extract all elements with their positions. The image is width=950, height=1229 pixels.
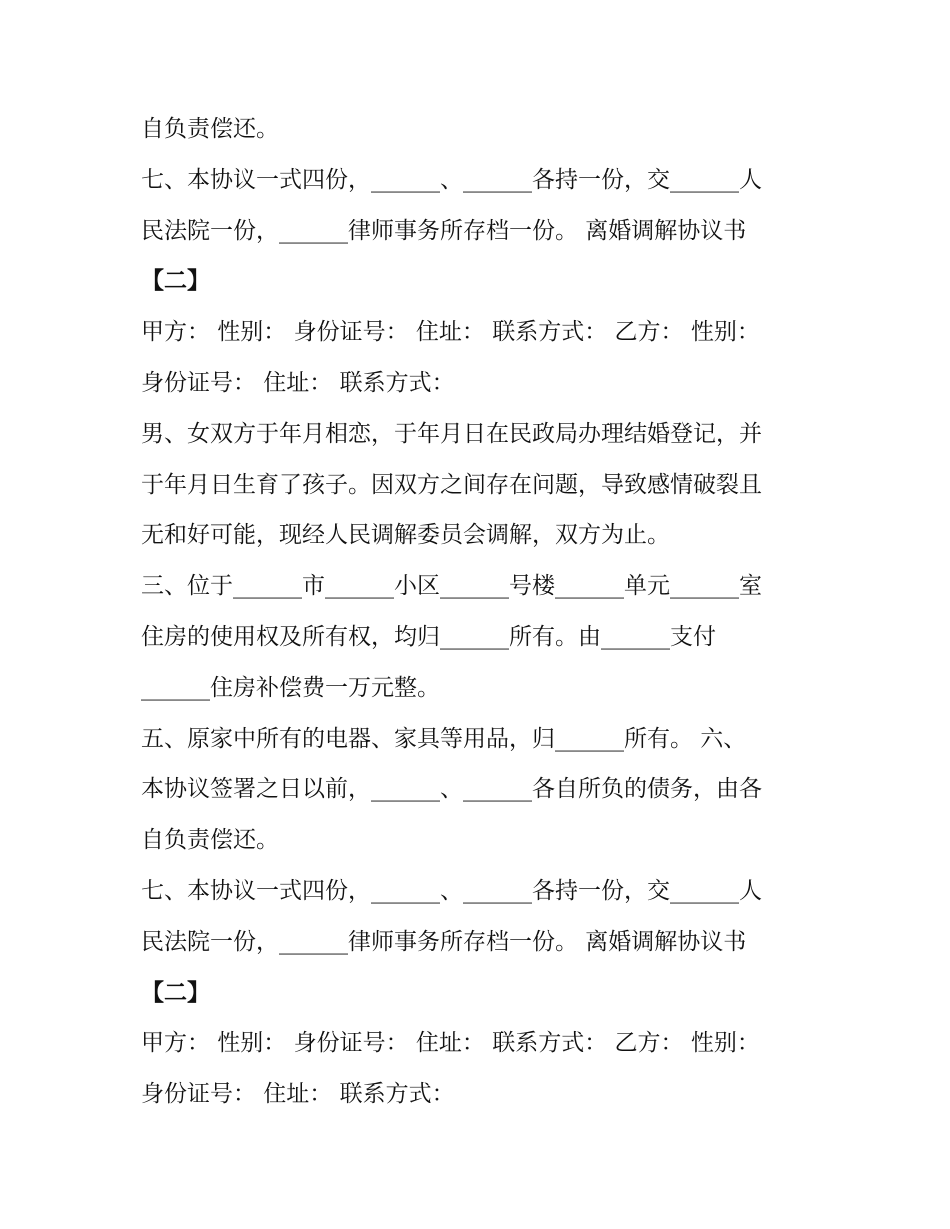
document-body: [141, 104, 821, 1120]
text-line-15: 自负责偿还。: [141, 827, 279, 854]
text-line-2: 七、本协议一式四份，______、______各持一份，交______人: [141, 166, 762, 193]
text-line-8: 于年月日生育了孩子。因双方之间存在问题，导致感情破裂且: [141, 471, 762, 498]
text-line-16: 七、本协议一式四份，______、______各持一份，交______人: [141, 877, 762, 904]
text-line-6: 身份证号： 住址： 联系方式：: [141, 369, 455, 396]
text-line-1: 自负责偿还。: [141, 116, 279, 142]
text-line-17: 民法院一份，______律师事务所存档一份。 离婚调解协议书: [141, 928, 747, 955]
section-heading: 【二】: [141, 267, 210, 295]
text-line-13: 五、原家中所有的电器、家具等用品，归______所有。 六、: [141, 725, 747, 752]
text-line-3: 民法院一份，______律师事务所存档一份。 离婚调解协议书: [141, 217, 747, 244]
text-line-10: 三、位于______市______小区______号楼______单元______室: [141, 573, 762, 600]
text-line-20: 身份证号： 住址： 联系方式：: [141, 1081, 455, 1108]
text-line-7: 男、女双方于年月相恋，于年月日在民政局办理结婚登记，并: [141, 420, 762, 447]
text-line-14: 本协议签署之日以前，______、______各自所负的债务，由各: [141, 776, 762, 803]
text-line-5: 甲方： 性别： 身份证号： 住址： 联系方式： 乙方： 性别：: [141, 319, 760, 346]
text-line-12: ______住房补偿费一万元整。: [141, 674, 440, 701]
text-line-19: 甲方： 性别： 身份证号： 住址： 联系方式： 乙方： 性别：: [141, 1030, 760, 1057]
section-heading: 【二】: [141, 978, 210, 1006]
text-line-9: 无和好可能，现经人民调解委员会调解，双方为止。: [141, 522, 670, 549]
text-line-11: 住房的使用权及所有权，均归______所有。由______支付: [141, 623, 716, 650]
